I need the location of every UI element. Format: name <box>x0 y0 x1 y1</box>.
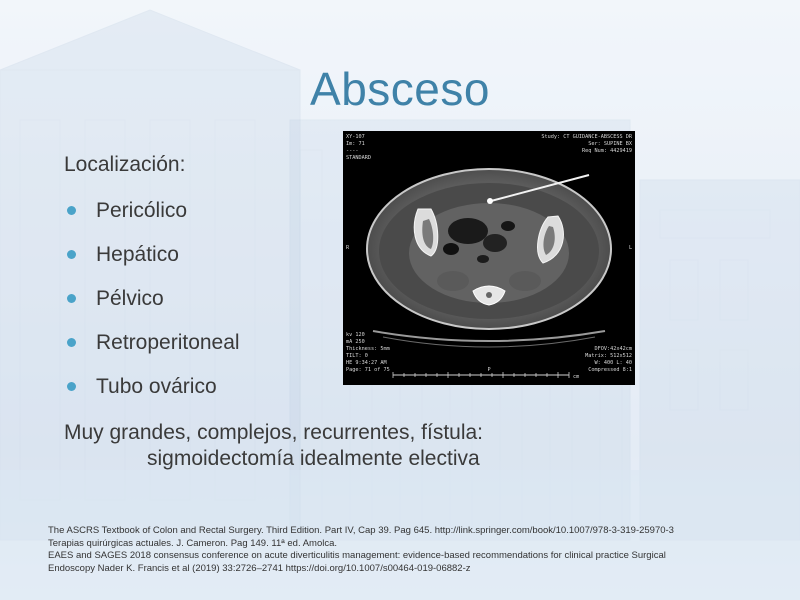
ct-overlay-text: Im: 71 <box>346 141 365 147</box>
ct-overlay-text: DFOV:42x42cm <box>594 346 632 352</box>
bullet-dot-icon <box>67 294 76 303</box>
location-list <box>64 196 240 416</box>
ct-overlay-text: Ser: SUPINE BX <box>588 141 632 147</box>
ct-overlay-text: Study: CT GUIDANCE-ABSCESS DR <box>541 134 632 140</box>
list-item-label: Hepático <box>96 243 179 266</box>
list-item <box>64 240 240 284</box>
list-item <box>64 328 240 372</box>
ct-overlay-text: STANDARD <box>346 155 371 161</box>
bullet-dot-icon <box>67 250 76 259</box>
reference-line: Terapias quirúrgicas actuales. J. Cameron. Pag 149. 11ª ed. Amolca. <box>48 537 338 549</box>
management-note-line2: sigmoidectomía idealmente electiva <box>147 447 480 470</box>
ct-overlay-text: Page: 71 of 75 <box>346 367 390 373</box>
list-item-label: Retroperitoneal <box>96 331 240 354</box>
ct-posterior-marker: P <box>487 367 491 373</box>
ct-overlay-text: mA 250 <box>346 339 365 345</box>
ct-overlay-text: TILT: 0 <box>346 353 368 359</box>
ct-side-label-right: R <box>346 245 350 251</box>
references <box>48 525 768 575</box>
bullet-dot-icon <box>67 206 76 215</box>
reference-line: EAES and SAGES 2018 consensus conference on acute diverticulitis management: evidence-based recommendations for clinical practice Surgical <box>48 550 666 561</box>
management-note-line1: Muy grandes, complejos, recurrentes, fístula: <box>64 421 484 444</box>
ct-overlay-text: Req Num: 4429419 <box>582 148 632 154</box>
ct-scan-graphic <box>343 131 635 385</box>
location-heading: Localización: <box>64 153 186 176</box>
ct-overlay-text: HE 9:34:27 AM <box>346 360 387 366</box>
list-item-label: Pélvico <box>96 287 164 310</box>
reference-line: The ASCRS Textbook of Colon and Rectal Surgery. Third Edition. Part IV, Cap 39. Pag 645. http://link.springer.com/book/10.1007/978-3-319-25970-3 <box>48 525 674 536</box>
ct-overlay-text: Matrix: 512x512 <box>585 353 632 359</box>
ct-overlay-text: XY-107 <box>346 134 365 140</box>
ct-overlay-text: ---- <box>346 148 359 154</box>
ct-overlay-text: Thickness: 5mm <box>346 346 390 352</box>
ct-side-label-left: L <box>629 245 633 251</box>
list-item <box>64 372 240 416</box>
reference-line: Endoscopy Nader K. Francis et al (2019) 33:2726–2741 https://doi.org/10.1007/s00464-019-06882-z <box>48 562 471 574</box>
management-note <box>64 420 483 472</box>
list-item-label: Pericólico <box>96 199 188 222</box>
bullet-dot-icon <box>67 382 76 391</box>
list-item <box>64 284 240 328</box>
ct-scan-image <box>343 131 635 385</box>
ct-overlay-text: Compressed 8:1 <box>588 367 632 373</box>
list-item-label: Tubo ovárico <box>96 375 217 398</box>
ct-overlay-text: kv 120 <box>346 332 365 338</box>
list-item <box>64 196 240 240</box>
ct-scale-unit: cm <box>573 374 580 380</box>
ct-overlay-text: W: 400 L: 40 <box>594 360 632 366</box>
slide-title: Absceso <box>310 63 490 115</box>
bullet-dot-icon <box>67 338 76 347</box>
